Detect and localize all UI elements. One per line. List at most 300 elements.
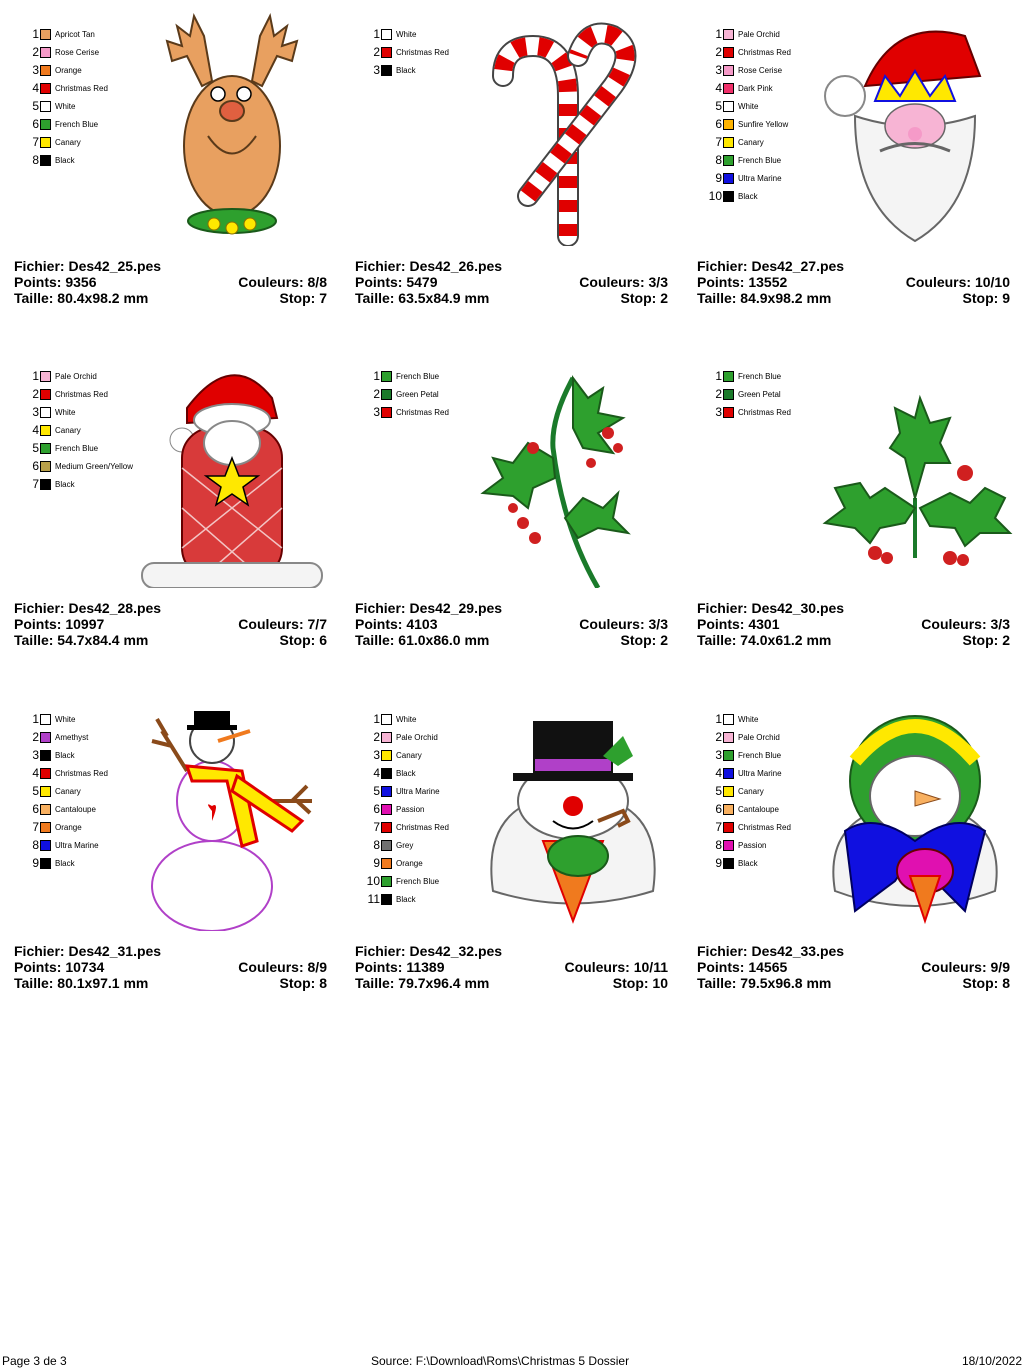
color-legend <box>18 367 133 493</box>
thread-color-name: Apricot Tan <box>55 29 95 39</box>
thread-number: 3 <box>32 405 39 419</box>
file-name: Fichier: Des42_25.pes <box>14 258 162 274</box>
thread-number: 5 <box>32 784 39 798</box>
thread-number: 3 <box>32 748 39 762</box>
thread-color-name: White <box>396 714 417 724</box>
thread-color-swatch <box>40 786 51 797</box>
thread-number: 7 <box>715 820 722 834</box>
thread-color-name: Rose Cerise <box>738 65 783 75</box>
thread-number: 2 <box>32 730 39 744</box>
color-legend-row <box>18 854 108 872</box>
thread-color-name: Christmas Red <box>738 407 791 417</box>
holly-leaves-embroidery-image <box>815 348 1015 588</box>
color-count: Couleurs: 9/9 <box>921 959 1010 975</box>
color-legend-row <box>359 43 449 61</box>
thread-number: 3 <box>715 748 722 762</box>
thread-color-swatch <box>40 840 51 851</box>
color-legend-row <box>359 836 449 854</box>
thread-color-swatch <box>381 804 392 815</box>
thread-number: 2 <box>715 45 722 59</box>
thread-color-swatch <box>381 750 392 761</box>
stitch-points: Points: 10997 <box>14 616 105 632</box>
color-legend-row <box>359 854 449 872</box>
color-legend-row <box>18 97 108 115</box>
thread-number: 3 <box>373 748 380 762</box>
color-legend-row <box>701 187 791 205</box>
thread-color-name: French Blue <box>738 371 782 381</box>
color-legend-row <box>701 764 791 782</box>
design-cell <box>355 342 673 648</box>
thread-number: 1 <box>373 712 380 726</box>
thread-number: 2 <box>715 387 722 401</box>
color-legend-row <box>701 836 791 854</box>
design-size: Taille: 54.7x84.4 mm <box>14 632 149 648</box>
stop-count: Stop: 2 <box>962 632 1010 648</box>
stop-count: Stop: 9 <box>962 290 1010 306</box>
design-size: Taille: 74.0x61.2 mm <box>697 632 832 648</box>
thread-color-name: Canary <box>55 425 81 435</box>
color-legend-row <box>18 710 108 728</box>
stitch-points: Points: 13552 <box>697 274 788 290</box>
thread-color-name: Christmas Red <box>55 83 108 93</box>
design-size: Taille: 63.5x84.9 mm <box>355 290 490 306</box>
color-legend-row <box>18 800 108 818</box>
thread-number: 9 <box>715 856 722 870</box>
thread-number: 2 <box>373 387 380 401</box>
thread-number: 3 <box>715 63 722 77</box>
thread-color-swatch <box>40 461 51 472</box>
thread-color-name: Black <box>396 894 416 904</box>
stitch-points: Points: 9356 <box>14 274 97 290</box>
thread-number: 6 <box>32 117 39 131</box>
thread-color-name: White <box>396 29 417 39</box>
color-legend <box>701 25 791 205</box>
thread-number: 1 <box>715 369 722 383</box>
thread-color-swatch <box>40 407 51 418</box>
page-number: Page 3 de 3 <box>2 1354 67 1368</box>
thread-color-swatch <box>723 768 734 779</box>
thread-color-swatch <box>40 479 51 490</box>
design-cell <box>697 0 1015 306</box>
color-legend-row <box>701 169 791 187</box>
design-info <box>355 600 668 648</box>
thread-color-swatch <box>381 768 392 779</box>
thread-color-name: French Blue <box>55 119 99 129</box>
thread-color-swatch <box>40 65 51 76</box>
thread-number: 1 <box>715 27 722 41</box>
color-legend-row <box>18 421 133 439</box>
thread-color-name: Christmas Red <box>738 47 791 57</box>
color-legend-row <box>701 854 791 872</box>
color-legend-row <box>359 385 449 403</box>
snowman-scarf-embroidery-image <box>132 691 332 931</box>
thread-color-swatch <box>723 804 734 815</box>
color-legend <box>18 710 108 872</box>
color-count: Couleurs: 10/11 <box>564 959 668 975</box>
thread-number: 2 <box>32 387 39 401</box>
thread-color-name: White <box>55 407 76 417</box>
color-legend-row <box>18 385 133 403</box>
thread-number: 1 <box>715 712 722 726</box>
thread-color-name: Canary <box>55 137 81 147</box>
file-name: Fichier: Des42_28.pes <box>14 600 162 616</box>
stitch-points: Points: 14565 <box>697 959 788 975</box>
thread-color-swatch <box>723 786 734 797</box>
color-count: Couleurs: 3/3 <box>579 616 668 632</box>
thread-color-swatch <box>40 101 51 112</box>
thread-color-swatch <box>40 750 51 761</box>
thread-color-name: Ultra Marine <box>55 840 99 850</box>
print-date: 18/10/2022 <box>961 1354 1022 1368</box>
thread-color-name: French Blue <box>55 443 99 453</box>
color-count: Couleurs: 8/9 <box>238 959 327 975</box>
thread-color-name: Pale Orchid <box>738 732 780 742</box>
thread-color-name: French Blue <box>738 750 782 760</box>
thread-number: 7 <box>715 135 722 149</box>
color-legend-row <box>701 25 791 43</box>
thread-number: 9 <box>715 171 722 185</box>
thread-number: 1 <box>32 27 39 41</box>
thread-color-name: Pale Orchid <box>738 29 780 39</box>
file-name: Fichier: Des42_29.pes <box>355 600 503 616</box>
thread-color-name: Christmas Red <box>396 407 449 417</box>
thread-color-swatch <box>723 840 734 851</box>
thread-number: 10 <box>366 874 380 888</box>
color-legend-row <box>359 800 449 818</box>
thread-number: 2 <box>715 730 722 744</box>
thread-color-name: Dark Pink <box>738 83 773 93</box>
thread-color-swatch <box>723 858 734 869</box>
santa-star-embroidery-image <box>132 348 332 588</box>
thread-color-swatch <box>723 65 734 76</box>
color-legend-row <box>18 836 108 854</box>
color-legend-row <box>18 79 108 97</box>
thread-number: 3 <box>715 405 722 419</box>
file-name: Fichier: Des42_32.pes <box>355 943 503 959</box>
thread-color-name: Cantaloupe <box>55 804 96 814</box>
thread-number: 3 <box>373 405 380 419</box>
holly-branch-embroidery-image <box>473 348 673 588</box>
design-info <box>14 943 327 991</box>
color-legend-row <box>18 115 108 133</box>
snowman-hood-embroidery-image <box>815 691 1015 931</box>
thread-color-name: Christmas Red <box>55 768 108 778</box>
color-legend-row <box>18 133 108 151</box>
thread-color-swatch <box>723 173 734 184</box>
color-legend-row <box>18 764 108 782</box>
thread-number: 6 <box>715 802 722 816</box>
thread-color-swatch <box>381 47 392 58</box>
thread-number: 8 <box>32 153 39 167</box>
design-size: Taille: 79.7x96.4 mm <box>355 975 490 991</box>
thread-color-swatch <box>40 29 51 40</box>
color-legend-row <box>359 403 449 421</box>
stop-count: Stop: 8 <box>962 975 1010 991</box>
thread-color-name: Green Petal <box>396 389 439 399</box>
thread-color-name: White <box>55 101 76 111</box>
thread-color-swatch <box>381 714 392 725</box>
color-legend <box>359 367 449 421</box>
thread-color-swatch <box>381 732 392 743</box>
thread-color-swatch <box>723 714 734 725</box>
thread-color-swatch <box>723 29 734 40</box>
stitch-points: Points: 5479 <box>355 274 438 290</box>
color-legend-row <box>18 457 133 475</box>
thread-number: 1 <box>32 712 39 726</box>
thread-number: 6 <box>32 459 39 473</box>
thread-color-swatch <box>40 443 51 454</box>
color-count: Couleurs: 3/3 <box>579 274 668 290</box>
thread-color-swatch <box>723 407 734 418</box>
thread-color-swatch <box>40 714 51 725</box>
thread-color-name: Christmas Red <box>55 389 108 399</box>
design-cell <box>697 342 1015 648</box>
design-info <box>355 258 668 306</box>
thread-color-swatch <box>381 389 392 400</box>
color-legend <box>359 710 449 908</box>
thread-color-name: Pale Orchid <box>396 732 438 742</box>
stop-count: Stop: 2 <box>620 290 668 306</box>
color-legend-row <box>701 710 791 728</box>
thread-color-name: Black <box>738 191 758 201</box>
stop-count: Stop: 8 <box>279 975 327 991</box>
color-legend-row <box>701 61 791 79</box>
thread-number: 4 <box>32 766 39 780</box>
color-legend <box>701 710 791 872</box>
thread-color-name: Ultra Marine <box>738 173 782 183</box>
thread-number: 1 <box>32 369 39 383</box>
design-size: Taille: 79.5x96.8 mm <box>697 975 832 991</box>
color-legend-row <box>701 746 791 764</box>
thread-number: 4 <box>373 766 380 780</box>
thread-color-swatch <box>381 29 392 40</box>
color-legend-row <box>18 403 133 421</box>
thread-color-swatch <box>40 137 51 148</box>
stop-count: Stop: 6 <box>279 632 327 648</box>
candy-canes-embroidery-image <box>473 6 673 246</box>
color-legend-row <box>701 43 791 61</box>
color-count: Couleurs: 3/3 <box>921 616 1010 632</box>
thread-color-swatch <box>723 137 734 148</box>
thread-color-name: Canary <box>396 750 422 760</box>
design-info <box>14 600 327 648</box>
color-count: Couleurs: 8/8 <box>238 274 327 290</box>
thread-number: 7 <box>373 820 380 834</box>
thread-color-swatch <box>381 786 392 797</box>
design-size: Taille: 84.9x98.2 mm <box>697 290 832 306</box>
color-legend-row <box>18 439 133 457</box>
thread-color-name: Canary <box>738 137 764 147</box>
thread-number: 6 <box>715 117 722 131</box>
thread-color-name: Sunfire Yellow <box>738 119 789 129</box>
file-name: Fichier: Des42_31.pes <box>14 943 162 959</box>
color-legend-row <box>359 61 449 79</box>
thread-number: 7 <box>32 135 39 149</box>
thread-color-name: Grey <box>396 840 414 850</box>
thread-color-swatch <box>381 840 392 851</box>
thread-color-swatch <box>40 425 51 436</box>
thread-color-name: Black <box>396 768 416 778</box>
color-legend-row <box>18 782 108 800</box>
stop-count: Stop: 10 <box>612 975 668 991</box>
thread-color-name: Black <box>55 155 75 165</box>
thread-color-name: Green Petal <box>738 389 781 399</box>
thread-color-name: Canary <box>55 786 81 796</box>
thread-color-name: Amethyst <box>55 732 89 742</box>
thread-color-name: Orange <box>396 858 423 868</box>
stitch-points: Points: 4103 <box>355 616 438 632</box>
color-legend-row <box>359 25 449 43</box>
thread-number: 4 <box>715 81 722 95</box>
thread-color-name: Passion <box>396 804 425 814</box>
thread-number: 6 <box>373 802 380 816</box>
thread-number: 11 <box>367 892 380 906</box>
snowman-tophat-embroidery-image <box>473 691 673 931</box>
design-cell <box>355 0 673 306</box>
thread-color-swatch <box>723 101 734 112</box>
stitch-points: Points: 11389 <box>355 959 445 975</box>
thread-number: 10 <box>708 189 722 203</box>
stop-count: Stop: 7 <box>279 290 327 306</box>
thread-number: 1 <box>373 369 380 383</box>
thread-color-name: Black <box>396 65 416 75</box>
thread-number: 9 <box>373 856 380 870</box>
thread-number: 8 <box>32 838 39 852</box>
color-legend-row <box>359 710 449 728</box>
thread-color-name: Black <box>55 479 75 489</box>
color-legend-row <box>359 890 449 908</box>
thread-color-name: Orange <box>55 65 82 75</box>
thread-color-name: Christmas Red <box>396 47 449 57</box>
santa-crown-embroidery-image <box>815 6 1015 246</box>
thread-color-name: Canary <box>738 786 764 796</box>
thread-color-name: French Blue <box>396 876 440 886</box>
color-legend-row <box>18 818 108 836</box>
thread-color-swatch <box>381 858 392 869</box>
thread-color-swatch <box>381 407 392 418</box>
color-legend-row <box>701 818 791 836</box>
color-legend-row <box>359 872 449 890</box>
thread-color-name: Rose Cerise <box>55 47 100 57</box>
color-legend-row <box>701 800 791 818</box>
file-name: Fichier: Des42_30.pes <box>697 600 845 616</box>
color-legend <box>359 25 449 79</box>
color-legend-row <box>18 475 133 493</box>
thread-color-name: Black <box>55 858 75 868</box>
thread-color-swatch <box>381 822 392 833</box>
color-legend-row <box>18 25 108 43</box>
thread-color-swatch <box>381 65 392 76</box>
thread-color-name: Ultra Marine <box>396 786 440 796</box>
color-legend-row <box>359 782 449 800</box>
thread-color-swatch <box>723 47 734 58</box>
color-legend-row <box>701 385 791 403</box>
thread-color-name: Black <box>55 750 75 760</box>
thread-color-swatch <box>40 371 51 382</box>
source-path: Source: F:\Download\Roms\Christmas 5 Dossier <box>371 1354 630 1368</box>
thread-color-name: Passion <box>738 840 767 850</box>
color-legend <box>701 367 791 421</box>
color-legend-row <box>18 367 133 385</box>
thread-color-name: Christmas Red <box>396 822 449 832</box>
thread-color-name: Christmas Red <box>738 822 791 832</box>
thread-number: 4 <box>715 766 722 780</box>
thread-color-name: White <box>55 714 76 724</box>
thread-color-swatch <box>723 155 734 166</box>
color-legend-row <box>18 151 108 169</box>
color-legend-row <box>18 746 108 764</box>
thread-number: 5 <box>32 441 39 455</box>
thread-number: 7 <box>32 820 39 834</box>
thread-color-name: Orange <box>55 822 82 832</box>
thread-color-swatch <box>40 83 51 94</box>
color-legend-row <box>701 97 791 115</box>
thread-number: 3 <box>32 63 39 77</box>
color-legend-row <box>359 746 449 764</box>
thread-color-swatch <box>40 155 51 166</box>
design-cell <box>14 685 332 991</box>
thread-number: 4 <box>32 423 39 437</box>
thread-number: 8 <box>715 838 722 852</box>
thread-number: 9 <box>32 856 39 870</box>
color-legend-row <box>701 403 791 421</box>
color-count: Couleurs: 7/7 <box>238 616 327 632</box>
thread-color-name: Black <box>738 858 758 868</box>
thread-color-swatch <box>723 750 734 761</box>
thread-number: 5 <box>715 99 722 113</box>
design-cell <box>697 685 1015 991</box>
thread-color-swatch <box>723 389 734 400</box>
color-legend-row <box>701 133 791 151</box>
stitch-points: Points: 10734 <box>14 959 105 975</box>
thread-color-name: White <box>738 714 759 724</box>
design-info <box>697 943 1010 991</box>
color-legend-row <box>359 818 449 836</box>
color-legend-row <box>701 79 791 97</box>
thread-color-swatch <box>381 876 392 887</box>
color-legend-row <box>18 61 108 79</box>
file-name: Fichier: Des42_33.pes <box>697 943 845 959</box>
color-legend <box>18 25 108 169</box>
thread-color-swatch <box>723 732 734 743</box>
thread-color-name: Ultra Marine <box>738 768 782 778</box>
thread-number: 3 <box>373 63 380 77</box>
color-legend-row <box>18 728 108 746</box>
thread-color-swatch <box>40 804 51 815</box>
thread-color-swatch <box>40 119 51 130</box>
page-footer <box>0 1354 1024 1370</box>
thread-color-name: Cantaloupe <box>738 804 779 814</box>
thread-color-swatch <box>723 83 734 94</box>
thread-color-swatch <box>381 894 392 905</box>
thread-number: 5 <box>373 784 380 798</box>
color-legend-row <box>701 115 791 133</box>
color-legend-row <box>701 151 791 169</box>
thread-color-swatch <box>723 191 734 202</box>
design-info <box>697 600 1010 648</box>
design-info <box>355 943 668 991</box>
thread-color-swatch <box>723 822 734 833</box>
stitch-points: Points: 4301 <box>697 616 780 632</box>
thread-number: 5 <box>32 99 39 113</box>
file-name: Fichier: Des42_26.pes <box>355 258 503 274</box>
design-size: Taille: 80.4x98.2 mm <box>14 290 149 306</box>
thread-number: 8 <box>373 838 380 852</box>
design-info <box>14 258 327 306</box>
thread-color-name: White <box>738 101 759 111</box>
color-legend-row <box>359 764 449 782</box>
thread-number: 2 <box>373 730 380 744</box>
